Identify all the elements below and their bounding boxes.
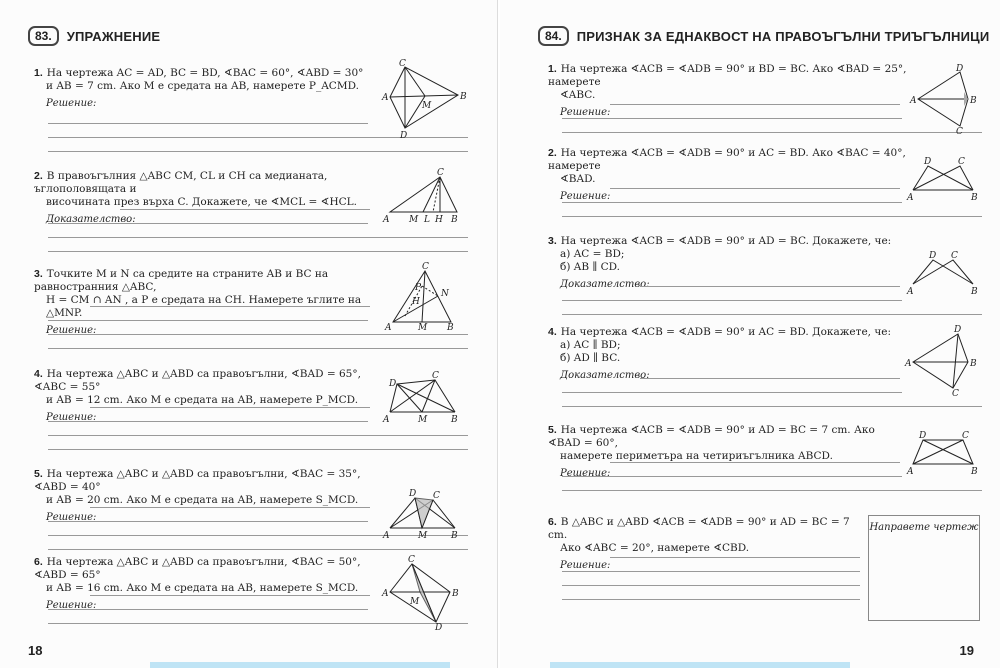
exercise-4 [34, 368, 379, 424]
answer-line[interactable] [562, 300, 902, 301]
figure-vertex-label: C [956, 127, 963, 137]
draw-box-label: Направете чертеж [869, 522, 979, 533]
answer-label: Решение: [46, 412, 97, 423]
figure-vertex-label: C [437, 168, 444, 178]
answer-label: Решение: [46, 325, 97, 336]
exercise-text: В правоъгълния △ABC CM, CL и CH са медианата, ъглополовящата и [34, 170, 328, 195]
geometry-figure [380, 555, 460, 633]
figure-vertex-label: B [970, 359, 977, 369]
draw-box[interactable] [868, 515, 980, 621]
exercise-3 [34, 268, 379, 337]
answer-line[interactable] [48, 549, 468, 550]
exercise-text: намерете периметъра на четириъгълника ABCD. [560, 450, 833, 462]
figure-2 [383, 168, 465, 228]
answer-line[interactable] [562, 406, 982, 407]
figure-vertex-label: M [418, 531, 428, 541]
geometry-figure [905, 325, 988, 399]
exercise-text: и AB = 16 cm. Ако M е средата на AB, намерете S_MCD. [46, 582, 359, 594]
figure-vertex-label: C [399, 59, 406, 69]
answer-line[interactable] [562, 202, 902, 203]
answer-line[interactable] [610, 557, 860, 558]
figure-vertex-label: A [382, 589, 389, 599]
figure-vertex-label: B [971, 467, 978, 477]
figure-vertex-label: B [971, 193, 978, 203]
exercise-text: На чертежа ∢ACB = ∢ADB = 90° и AD = BC = 7 cm. Ако ∢BAD = 60°, [548, 424, 875, 449]
answer-label: Решение: [560, 560, 611, 571]
answer-line[interactable] [640, 378, 900, 379]
answer-label: Решение: [560, 468, 611, 479]
figure-vertex-label: D [409, 489, 417, 499]
figure-vertex-label: H [412, 297, 420, 307]
exercise-text: На чертежа ∢ACB = ∢ADB = 90° и BD = BC. Ако ∢BAD = 25°, намерете [548, 63, 907, 88]
answer-line[interactable] [48, 521, 368, 522]
answer-label: Решение: [560, 107, 611, 118]
figure-4 [383, 371, 465, 430]
figure-vertex-label: D [400, 131, 408, 141]
figure-vertex-label: A [910, 96, 917, 106]
figure-vertex-label: B [970, 96, 977, 106]
bottom-strip [550, 662, 850, 668]
exercise-number: 6. [34, 556, 43, 568]
exercise-text: ∢BAD. [560, 173, 596, 185]
geometry-figure [383, 168, 465, 225]
figure-r4 [905, 325, 988, 399]
geometry-figure [908, 250, 988, 300]
figure-vertex-label: A [907, 193, 914, 203]
exercise-number: 2. [34, 170, 43, 182]
answer-line[interactable] [48, 223, 368, 224]
exercise-r2 [548, 147, 908, 203]
lesson-title: ПРИЗНАК ЗА ЕДНАКВОСТ НА ПРАВОЪГЪЛНИ ТРИЪГЪЛНИЦИ [576, 28, 990, 44]
figure-6 [380, 556, 460, 632]
figure-1 [380, 59, 470, 141]
answer-line[interactable] [610, 188, 900, 189]
geometry-figure [385, 490, 465, 542]
figure-r1 [910, 66, 990, 136]
exercise-text: На чертежа AC = AD, BC = BD, ∢BAC = 60°, ∢ABD = 30° [46, 67, 364, 79]
exercise-number: 4. [34, 368, 43, 380]
figure-vertex-label: A [383, 415, 390, 425]
exercise-r5 [548, 424, 908, 480]
figure-vertex-label: A [383, 215, 390, 225]
geometry-figure [383, 371, 465, 426]
figure-vertex-label: C [433, 491, 440, 501]
answer-line[interactable] [562, 314, 982, 315]
answer-line[interactable] [48, 123, 368, 124]
answer-line[interactable] [48, 237, 468, 238]
exercise-text: На чертежа △ABC и △ABD са правоъгълни, ∢BAC = 50°, ∢ABD = 65° [34, 556, 361, 581]
figure-vertex-label: C [408, 555, 415, 565]
exercise-number: 1. [548, 63, 557, 75]
lesson-title: УПРАЖНЕНИЕ [66, 28, 161, 44]
exercise-text: б) AD ∥ BC. [560, 352, 621, 364]
answer-label: Решение: [560, 191, 611, 202]
answer-line[interactable] [48, 348, 468, 349]
figure-vertex-label: D [924, 157, 932, 167]
answer-label: Доказателство: [560, 370, 650, 381]
exercise-text: На чертежа △ABC и △ABD са правоъгълни, ∢BAD = 65°, ∢ABC = 55° [34, 368, 361, 393]
figure-vertex-label: M [409, 215, 419, 225]
figure-vertex-label: B [451, 215, 458, 225]
answer-line[interactable] [90, 407, 370, 408]
answer-line[interactable] [48, 435, 468, 436]
figure-r5 [908, 430, 988, 484]
figure-vertex-label: B [447, 323, 454, 333]
exercise-r3 [548, 235, 908, 291]
figure-vertex-label: A [382, 93, 389, 103]
answer-line[interactable] [48, 609, 368, 610]
figure-5 [385, 490, 465, 546]
left-page [0, 0, 498, 668]
exercise-text: На чертежа ∢ACB = ∢ADB = 90° и AD = BC. Докажете, че: [560, 235, 892, 247]
geometry-figure [910, 64, 990, 137]
figure-vertex-label: P [415, 283, 422, 293]
figure-vertex-label: D [389, 379, 397, 389]
answer-line[interactable] [90, 595, 370, 596]
figure-vertex-label: B [460, 92, 467, 102]
figure-vertex-label: A [383, 531, 390, 541]
answer-line[interactable] [562, 392, 902, 393]
figure-vertex-label: M [422, 101, 432, 111]
answer-line[interactable] [48, 151, 468, 152]
figure-vertex-label: D [919, 431, 927, 441]
figure-r2 [908, 156, 988, 210]
right-header [538, 26, 989, 46]
figure-vertex-label: C [952, 389, 959, 399]
bottom-strip [150, 662, 450, 668]
right-page [500, 0, 1000, 668]
geometry-figure [380, 59, 470, 141]
exercise-text: H = CM ∩ AN , а P е средата на CH. Намерете ъглите на △MNP. [46, 294, 362, 319]
answer-line[interactable] [562, 585, 860, 586]
exercise-2 [34, 170, 379, 226]
figure-vertex-label: C [422, 262, 429, 272]
figure-vertex-label: C [962, 431, 969, 441]
answer-label: Доказателство: [560, 279, 650, 290]
exercise-text: ∢ABC. [560, 89, 596, 101]
figure-vertex-label: L [424, 215, 430, 225]
exercise-number: 3. [548, 235, 557, 247]
answer-line[interactable] [48, 449, 468, 450]
figure-vertex-label: D [954, 325, 962, 335]
answer-line[interactable] [90, 507, 370, 508]
figure-vertex-label: H [435, 215, 443, 225]
lesson-number: 84. [538, 26, 569, 46]
answer-label: Доказателство: [46, 214, 136, 225]
exercise-text: На чертежа ∢ACB = ∢ADB = 90° и AC = BD. Докажете, че: [560, 326, 892, 338]
exercise-text: и AB = 20 cm. Ако M е средата на AB, намерете S_MCD. [46, 494, 359, 506]
exercise-text: Точките M и N са средите на страните AB и BC на равностранния △ABC, [34, 268, 329, 293]
figure-vertex-label: C [432, 371, 439, 381]
exercise-text: и AB = 12 cm. Ако M е средата на AB, намерете P_MCD. [46, 394, 359, 406]
answer-line[interactable] [48, 251, 468, 252]
exercise-5 [34, 468, 379, 524]
exercise-text: В △ABC и △ABD ∢ACB = ∢ADB = 90° и AD = BC = 7 cm. [548, 516, 850, 541]
exercise-r4 [548, 326, 908, 382]
answer-line[interactable] [562, 216, 982, 217]
exercise-1 [34, 67, 364, 110]
exercise-number: 1. [34, 67, 43, 79]
answer-line[interactable] [562, 571, 860, 572]
geometry-figure [385, 262, 465, 333]
exercise-r6 [548, 516, 858, 572]
answer-line[interactable] [48, 421, 368, 422]
page-number-left: 18 [28, 643, 43, 658]
answer-line[interactable] [48, 320, 368, 321]
exercise-number: 6. [548, 516, 557, 528]
exercise-text: Ако ∢ABC = 20°, намерете ∢CBD. [560, 542, 750, 554]
answer-line[interactable] [562, 490, 982, 491]
exercise-number: 2. [548, 147, 557, 159]
figure-vertex-label: B [451, 531, 458, 541]
answer-line[interactable] [610, 462, 900, 463]
answer-line[interactable] [640, 286, 900, 287]
exercise-text: височината през върха C. Докажете, че ∢MCL = ∢HCL. [46, 196, 357, 208]
answer-label: Решение: [46, 600, 97, 611]
figure-vertex-label: D [929, 251, 937, 261]
figure-vertex-label: D [435, 623, 443, 633]
figure-vertex-label: D [956, 64, 964, 74]
figure-3 [385, 262, 465, 336]
figure-vertex-label: M [418, 415, 428, 425]
figure-vertex-label: B [452, 589, 459, 599]
figure-vertex-label: B [451, 415, 458, 425]
figure-vertex-label: B [971, 287, 978, 297]
exercise-number: 3. [34, 268, 43, 280]
figure-vertex-label: C [951, 251, 958, 261]
figure-vertex-label: C [958, 157, 965, 167]
lesson-number: 83. [28, 26, 59, 46]
geometry-figure [908, 156, 988, 206]
figure-vertex-label: A [385, 323, 392, 333]
exercise-text: а) AC ∥ BD; [560, 339, 621, 351]
figure-vertex-label: N [441, 289, 449, 299]
figure-vertex-label: M [410, 597, 420, 607]
answer-line[interactable] [562, 118, 902, 119]
figure-vertex-label: A [907, 467, 914, 477]
exercise-text: и AB = 7 cm. Ако M е средата на AB, намерете P_ACMD. [46, 80, 359, 92]
answer-label: Решение: [46, 98, 97, 109]
answer-line[interactable] [120, 209, 370, 210]
exercise-text: а) AC = BD; [560, 248, 625, 260]
exercise-number: 5. [34, 468, 43, 480]
exercise-text: На чертежа △ABC и △ABD са правоъгълни, ∢BAC = 35°, ∢ABD = 40° [34, 468, 361, 493]
figure-vertex-label: A [905, 359, 912, 369]
exercise-6 [34, 556, 379, 612]
figure-vertex-label: A [907, 287, 914, 297]
page-number-right: 19 [959, 643, 974, 658]
figure-vertex-label: M [418, 323, 428, 333]
answer-line[interactable] [562, 476, 902, 477]
exercise-number: 5. [548, 424, 557, 436]
exercise-r1 [548, 63, 908, 119]
exercise-text: б) AB ∥ CD. [560, 261, 620, 273]
geometry-figure [908, 430, 988, 480]
figure-r3 [908, 250, 988, 304]
answer-label: Решение: [46, 512, 97, 523]
left-header [28, 26, 160, 46]
answer-line[interactable] [610, 104, 900, 105]
answer-line[interactable] [90, 306, 370, 307]
exercise-text: На чертежа ∢ACB = ∢ADB = 90° и AC = BD. Ако ∢BAC = 40°, намерете [548, 147, 906, 172]
answer-line[interactable] [562, 599, 860, 600]
exercise-number: 4. [548, 326, 557, 338]
